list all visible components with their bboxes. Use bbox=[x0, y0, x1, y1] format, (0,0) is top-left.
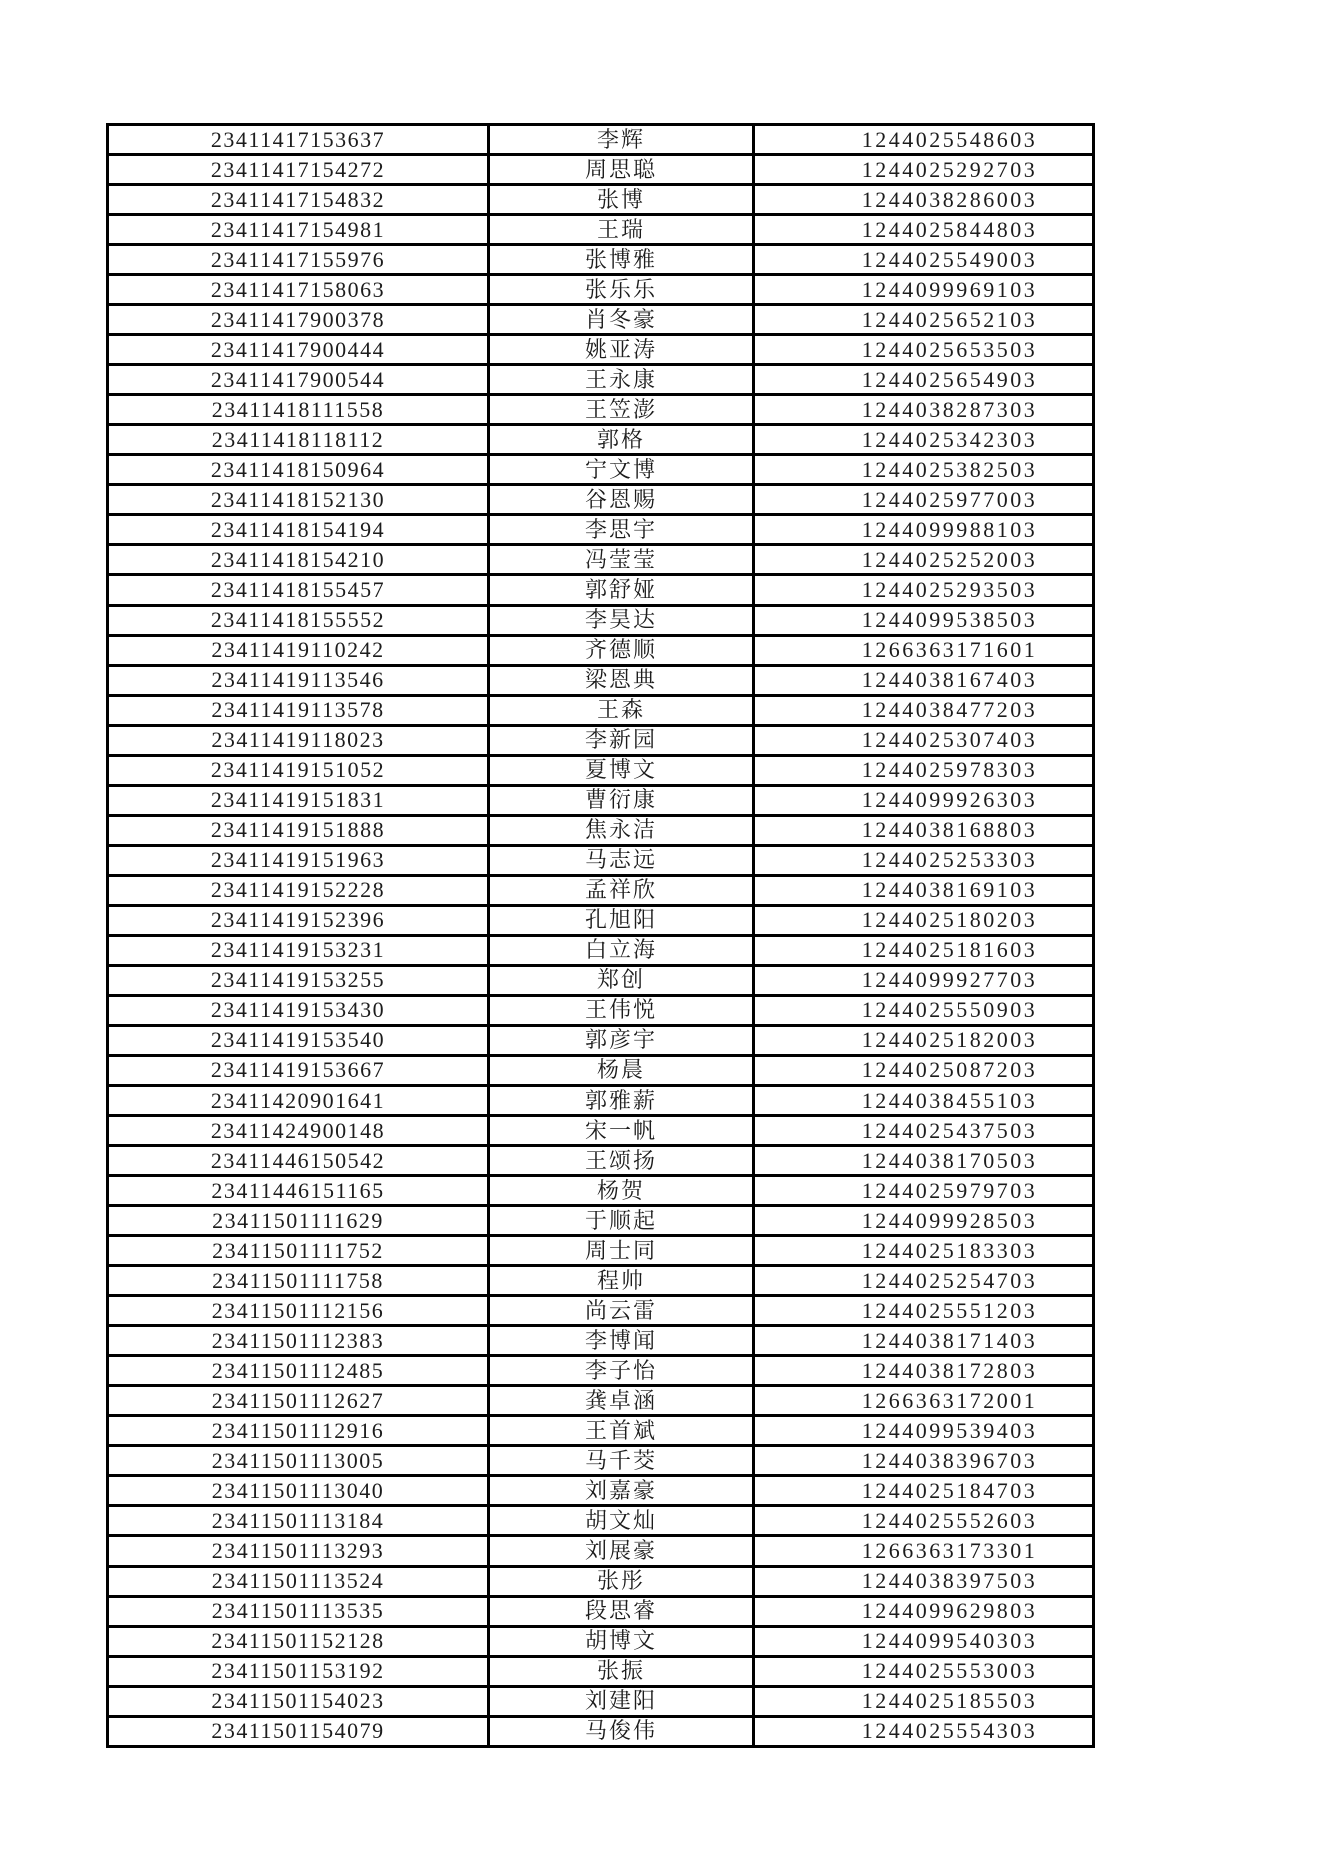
candidate-name-cell: 齐德顺 bbox=[490, 637, 755, 664]
credential-number-cell: 1244025181603 bbox=[861, 937, 1038, 963]
table-row bbox=[109, 306, 1092, 336]
candidate-name-cell: 张彤 bbox=[490, 1568, 755, 1595]
candidate-id-cell: 23411501113293 bbox=[109, 1537, 490, 1564]
table-row bbox=[109, 607, 1092, 637]
table-row bbox=[109, 727, 1092, 757]
candidate-id-cell: 23411501111752 bbox=[109, 1237, 490, 1264]
candidate-name-cell: 胡博文 bbox=[490, 1628, 755, 1655]
table-row bbox=[109, 667, 1092, 697]
table-row bbox=[109, 396, 1092, 426]
candidate-name-cell: 李新园 bbox=[490, 727, 755, 754]
candidate-name-cell: 刘展豪 bbox=[490, 1537, 755, 1564]
table-row bbox=[109, 1087, 1092, 1117]
candidate-name-cell: 周士同 bbox=[490, 1237, 755, 1264]
candidate-name-cell: 王瑞 bbox=[490, 216, 755, 243]
candidate-id-cell: 23411501112916 bbox=[109, 1417, 490, 1444]
candidate-name-cell: 杨贺 bbox=[490, 1177, 755, 1204]
credential-number-cell: 1244025254703 bbox=[861, 1267, 1038, 1293]
table-row bbox=[109, 516, 1092, 546]
credential-number-cell: 1244025549003 bbox=[861, 246, 1038, 272]
candidate-name-cell: 龚卓涵 bbox=[490, 1387, 755, 1414]
credential-number-cell: 1244025553003 bbox=[861, 1658, 1038, 1684]
candidate-id-cell: 23411417154981 bbox=[109, 216, 490, 243]
table-row bbox=[109, 156, 1092, 186]
credential-number-cell: 1244099928503 bbox=[861, 1207, 1038, 1233]
credential-number-cell: 1266363173301 bbox=[861, 1537, 1038, 1563]
table-row bbox=[109, 967, 1092, 997]
table-row bbox=[109, 847, 1092, 877]
candidate-name-cell: 张博 bbox=[490, 186, 755, 213]
candidate-id-cell: 23411419152228 bbox=[109, 877, 490, 904]
candidate-name-cell: 张振 bbox=[490, 1658, 755, 1685]
credential-number-cell: 1244038396703 bbox=[861, 1447, 1038, 1473]
credential-number-cell: 1244025087203 bbox=[861, 1057, 1038, 1083]
credential-number-cell: 1244038170503 bbox=[861, 1147, 1038, 1173]
candidate-id-cell: 23411419151963 bbox=[109, 847, 490, 874]
candidate-name-cell: 郭彦宇 bbox=[490, 1027, 755, 1054]
credential-number-cell: 1244025978303 bbox=[861, 757, 1038, 783]
candidate-id-cell: 23411419113546 bbox=[109, 667, 490, 694]
candidate-name-cell: 周思聪 bbox=[490, 156, 755, 183]
credential-number-cell: 1244025382503 bbox=[861, 456, 1038, 482]
credential-number-cell: 1244025252003 bbox=[861, 546, 1038, 572]
table-row bbox=[109, 1327, 1092, 1357]
table-row bbox=[109, 1237, 1092, 1267]
candidate-name-cell: 冯莹莹 bbox=[490, 546, 755, 573]
candidate-name-cell: 孔旭阳 bbox=[490, 907, 755, 934]
table-row bbox=[109, 486, 1092, 516]
candidate-id-cell: 23411501113524 bbox=[109, 1568, 490, 1595]
credential-number-cell: 1244099969103 bbox=[861, 276, 1038, 302]
candidate-id-cell: 23411446150542 bbox=[109, 1147, 490, 1174]
table-row bbox=[109, 907, 1092, 937]
candidate-name-cell: 段思睿 bbox=[490, 1598, 755, 1625]
table-row bbox=[109, 1357, 1092, 1387]
candidate-name-cell: 郭格 bbox=[490, 426, 755, 453]
candidate-id-cell: 23411418150964 bbox=[109, 456, 490, 483]
candidate-id-cell: 23411419118023 bbox=[109, 727, 490, 754]
candidate-name-cell: 刘建阳 bbox=[490, 1688, 755, 1715]
table-row bbox=[109, 697, 1092, 727]
table-row bbox=[109, 576, 1092, 606]
candidate-name-cell: 李辉 bbox=[490, 126, 755, 153]
candidate-id-cell: 23411418154210 bbox=[109, 546, 490, 573]
table-row bbox=[109, 1117, 1092, 1147]
credential-number-cell: 1244025253303 bbox=[861, 847, 1038, 873]
table-row bbox=[109, 1297, 1092, 1327]
credential-number-cell: 1244099538503 bbox=[861, 607, 1038, 633]
credential-number-cell: 1244025548603 bbox=[861, 126, 1038, 152]
candidate-id-cell: 23411420901641 bbox=[109, 1087, 490, 1114]
candidate-id-cell: 23411417900378 bbox=[109, 306, 490, 333]
candidate-id-cell: 23411419153255 bbox=[109, 967, 490, 994]
table-row bbox=[109, 1628, 1092, 1658]
credential-number-cell: 1244025180203 bbox=[861, 907, 1038, 933]
table-row bbox=[109, 1387, 1092, 1417]
credential-number-cell: 1244025550903 bbox=[861, 997, 1038, 1023]
candidate-id-cell: 23411418111558 bbox=[109, 396, 490, 423]
candidate-name-cell: 李昊达 bbox=[490, 607, 755, 634]
candidate-id-cell: 23411424900148 bbox=[109, 1117, 490, 1144]
candidate-name-cell: 郭雅薪 bbox=[490, 1087, 755, 1114]
credential-number-cell: 1244025554303 bbox=[861, 1718, 1038, 1744]
candidate-name-cell: 李博闻 bbox=[490, 1327, 755, 1354]
candidate-name-cell: 王笠澎 bbox=[490, 396, 755, 423]
credential-number-cell: 1244099539403 bbox=[861, 1417, 1038, 1443]
candidate-name-cell: 胡文灿 bbox=[490, 1507, 755, 1534]
credential-number-cell: 1244025844803 bbox=[861, 216, 1038, 242]
credential-number-cell: 1244025653503 bbox=[861, 336, 1038, 362]
candidate-name-cell: 孟祥欣 bbox=[490, 877, 755, 904]
table-row bbox=[109, 366, 1092, 396]
candidate-name-cell: 宁文博 bbox=[490, 456, 755, 483]
candidate-id-cell: 23411417153637 bbox=[109, 126, 490, 153]
candidate-name-cell: 李思宇 bbox=[490, 516, 755, 543]
credential-number-cell: 1244025342303 bbox=[861, 426, 1038, 452]
table-row bbox=[109, 216, 1092, 246]
candidate-id-cell: 23411417900444 bbox=[109, 336, 490, 363]
credential-number-cell: 1266363172001 bbox=[861, 1387, 1038, 1413]
table-row bbox=[109, 246, 1092, 276]
candidate-name-cell: 马千茭 bbox=[490, 1447, 755, 1474]
credential-number-cell: 1244038397503 bbox=[861, 1568, 1038, 1594]
candidate-name-cell: 王森 bbox=[490, 697, 755, 724]
credential-number-cell: 1244038172803 bbox=[861, 1357, 1038, 1383]
candidate-id-cell: 23411418155552 bbox=[109, 607, 490, 634]
credential-number-cell: 1244025307403 bbox=[861, 727, 1038, 753]
table-row bbox=[109, 1147, 1092, 1177]
candidate-name-cell: 王永康 bbox=[490, 366, 755, 393]
candidate-id-cell: 23411417155976 bbox=[109, 246, 490, 273]
table-row bbox=[109, 126, 1092, 156]
credential-number-cell: 1244025183303 bbox=[861, 1237, 1038, 1263]
candidate-name-cell: 张博雅 bbox=[490, 246, 755, 273]
credential-number-cell: 1244025552603 bbox=[861, 1507, 1038, 1533]
credential-number-cell: 1244025652103 bbox=[861, 306, 1038, 332]
credential-number-cell: 1244025293503 bbox=[861, 576, 1038, 602]
credential-number-cell: 1244025551203 bbox=[861, 1297, 1038, 1323]
credential-number-cell: 1244025654903 bbox=[861, 366, 1038, 392]
table-row bbox=[109, 1658, 1092, 1688]
candidate-name-cell: 尚云雷 bbox=[490, 1297, 755, 1324]
credential-number-cell: 1244038286003 bbox=[861, 186, 1038, 212]
credential-number-cell: 1244025437503 bbox=[861, 1117, 1038, 1143]
candidate-name-cell: 谷恩赐 bbox=[490, 486, 755, 513]
table-row bbox=[109, 426, 1092, 456]
table-row bbox=[109, 1718, 1092, 1745]
table-row bbox=[109, 1207, 1092, 1237]
credential-number-cell: 1244099927703 bbox=[861, 967, 1038, 993]
candidate-id-cell: 23411501112383 bbox=[109, 1327, 490, 1354]
candidate-id-cell: 23411417154272 bbox=[109, 156, 490, 183]
candidate-id-cell: 23411419113578 bbox=[109, 697, 490, 724]
credential-number-cell: 1244025977003 bbox=[861, 486, 1038, 512]
candidate-id-cell: 23411418155457 bbox=[109, 576, 490, 603]
candidate-id-cell: 23411419152396 bbox=[109, 907, 490, 934]
candidate-id-cell: 23411417158063 bbox=[109, 276, 490, 303]
candidate-id-cell: 23411501113184 bbox=[109, 1507, 490, 1534]
candidate-name-cell: 程帅 bbox=[490, 1267, 755, 1294]
credential-number-cell: 1244038167403 bbox=[861, 667, 1038, 693]
candidate-id-cell: 23411501112627 bbox=[109, 1387, 490, 1414]
candidate-id-cell: 23411419153667 bbox=[109, 1057, 490, 1084]
credential-number-cell: 1244099629803 bbox=[861, 1598, 1038, 1624]
credential-number-cell: 1244038287303 bbox=[861, 396, 1038, 422]
candidate-name-cell: 马俊伟 bbox=[490, 1718, 755, 1745]
candidate-id-cell: 23411419151888 bbox=[109, 817, 490, 844]
candidate-id-cell: 23411501154079 bbox=[109, 1718, 490, 1745]
candidate-name-cell: 张乐乐 bbox=[490, 276, 755, 303]
candidate-id-cell: 23411446151165 bbox=[109, 1177, 490, 1204]
table-row bbox=[109, 276, 1092, 306]
credential-number-cell: 1244025292703 bbox=[861, 156, 1038, 182]
candidate-name-cell: 白立海 bbox=[490, 937, 755, 964]
candidate-id-cell: 23411419153540 bbox=[109, 1027, 490, 1054]
candidate-id-cell: 23411501111758 bbox=[109, 1267, 490, 1294]
table-row bbox=[109, 997, 1092, 1027]
candidate-id-cell: 23411501154023 bbox=[109, 1688, 490, 1715]
candidate-id-cell: 23411501113535 bbox=[109, 1598, 490, 1625]
table-row bbox=[109, 1177, 1092, 1207]
table-row bbox=[109, 1027, 1092, 1057]
candidate-name-cell: 宋一帆 bbox=[490, 1117, 755, 1144]
candidate-id-cell: 23411501111629 bbox=[109, 1207, 490, 1234]
candidate-name-cell: 郑创 bbox=[490, 967, 755, 994]
credential-number-cell: 1244099926303 bbox=[861, 787, 1038, 813]
candidate-id-cell: 23411419110242 bbox=[109, 637, 490, 664]
table-row bbox=[109, 1417, 1092, 1447]
candidate-name-cell: 姚亚涛 bbox=[490, 336, 755, 363]
candidate-id-cell: 23411417900544 bbox=[109, 366, 490, 393]
credential-number-cell: 1244038477203 bbox=[861, 697, 1038, 723]
table-row bbox=[109, 456, 1092, 486]
table-row bbox=[109, 1057, 1092, 1087]
table-row bbox=[109, 637, 1092, 667]
table-row bbox=[109, 1688, 1092, 1718]
table-row bbox=[109, 1507, 1092, 1537]
credential-number-cell: 1244099540303 bbox=[861, 1628, 1038, 1654]
candidate-id-cell: 23411501153192 bbox=[109, 1658, 490, 1685]
credential-number-cell: 1244099988103 bbox=[861, 516, 1038, 542]
candidate-name-cell: 于顺起 bbox=[490, 1207, 755, 1234]
candidate-id-cell: 23411501112156 bbox=[109, 1297, 490, 1324]
credential-number-cell: 1244025182003 bbox=[861, 1027, 1038, 1053]
candidate-id-cell: 23411501113005 bbox=[109, 1447, 490, 1474]
candidate-id-cell: 23411418152130 bbox=[109, 486, 490, 513]
candidate-name-cell: 王颂扬 bbox=[490, 1147, 755, 1174]
candidate-id-cell: 23411419153231 bbox=[109, 937, 490, 964]
candidate-name-cell: 焦永洁 bbox=[490, 817, 755, 844]
table-row bbox=[109, 1447, 1092, 1477]
candidate-name-cell: 王伟悦 bbox=[490, 997, 755, 1024]
table-row bbox=[109, 817, 1092, 847]
credential-number-cell: 1244025185503 bbox=[861, 1688, 1038, 1714]
candidate-name-cell: 杨晨 bbox=[490, 1057, 755, 1084]
table-row bbox=[109, 937, 1092, 967]
candidate-id-cell: 23411501152128 bbox=[109, 1628, 490, 1655]
table-row bbox=[109, 186, 1092, 216]
candidate-id-cell: 23411418118112 bbox=[109, 426, 490, 453]
candidate-name-cell: 刘嘉豪 bbox=[490, 1477, 755, 1504]
table-row bbox=[109, 1568, 1092, 1598]
table-row bbox=[109, 336, 1092, 366]
credential-number-cell: 1244038455103 bbox=[861, 1087, 1038, 1113]
candidate-id-cell: 23411419153430 bbox=[109, 997, 490, 1024]
candidate-name-cell: 夏博文 bbox=[490, 757, 755, 784]
table-row bbox=[109, 877, 1092, 907]
roster-table bbox=[106, 123, 1095, 1748]
table-row bbox=[109, 1267, 1092, 1297]
credential-number-cell: 1244025979703 bbox=[861, 1177, 1038, 1203]
table-row bbox=[109, 1537, 1092, 1567]
candidate-name-cell: 曹衍康 bbox=[490, 787, 755, 814]
table-row bbox=[109, 546, 1092, 576]
candidate-id-cell: 23411419151831 bbox=[109, 787, 490, 814]
credential-number-cell: 1244038171403 bbox=[861, 1327, 1038, 1353]
credential-number-cell: 1266363171601 bbox=[861, 637, 1038, 663]
table-row bbox=[109, 1598, 1092, 1628]
table-row bbox=[109, 757, 1092, 787]
candidate-id-cell: 23411501112485 bbox=[109, 1357, 490, 1384]
candidate-name-cell: 李子怡 bbox=[490, 1357, 755, 1384]
credential-number-cell: 1244025184703 bbox=[861, 1477, 1038, 1503]
candidate-name-cell: 王首斌 bbox=[490, 1417, 755, 1444]
candidate-name-cell: 郭舒娅 bbox=[490, 576, 755, 603]
candidate-id-cell: 23411417154832 bbox=[109, 186, 490, 213]
table-row bbox=[109, 787, 1092, 817]
table-row bbox=[109, 1477, 1092, 1507]
credential-number-cell: 1244038169103 bbox=[861, 877, 1038, 903]
candidate-id-cell: 23411418154194 bbox=[109, 516, 490, 543]
candidate-id-cell: 23411501113040 bbox=[109, 1477, 490, 1504]
credential-number-cell: 1244038168803 bbox=[861, 817, 1038, 843]
candidate-name-cell: 肖冬豪 bbox=[490, 306, 755, 333]
candidate-name-cell: 梁恩典 bbox=[490, 667, 755, 694]
candidate-name-cell: 马志远 bbox=[490, 847, 755, 874]
candidate-id-cell: 23411419151052 bbox=[109, 757, 490, 784]
